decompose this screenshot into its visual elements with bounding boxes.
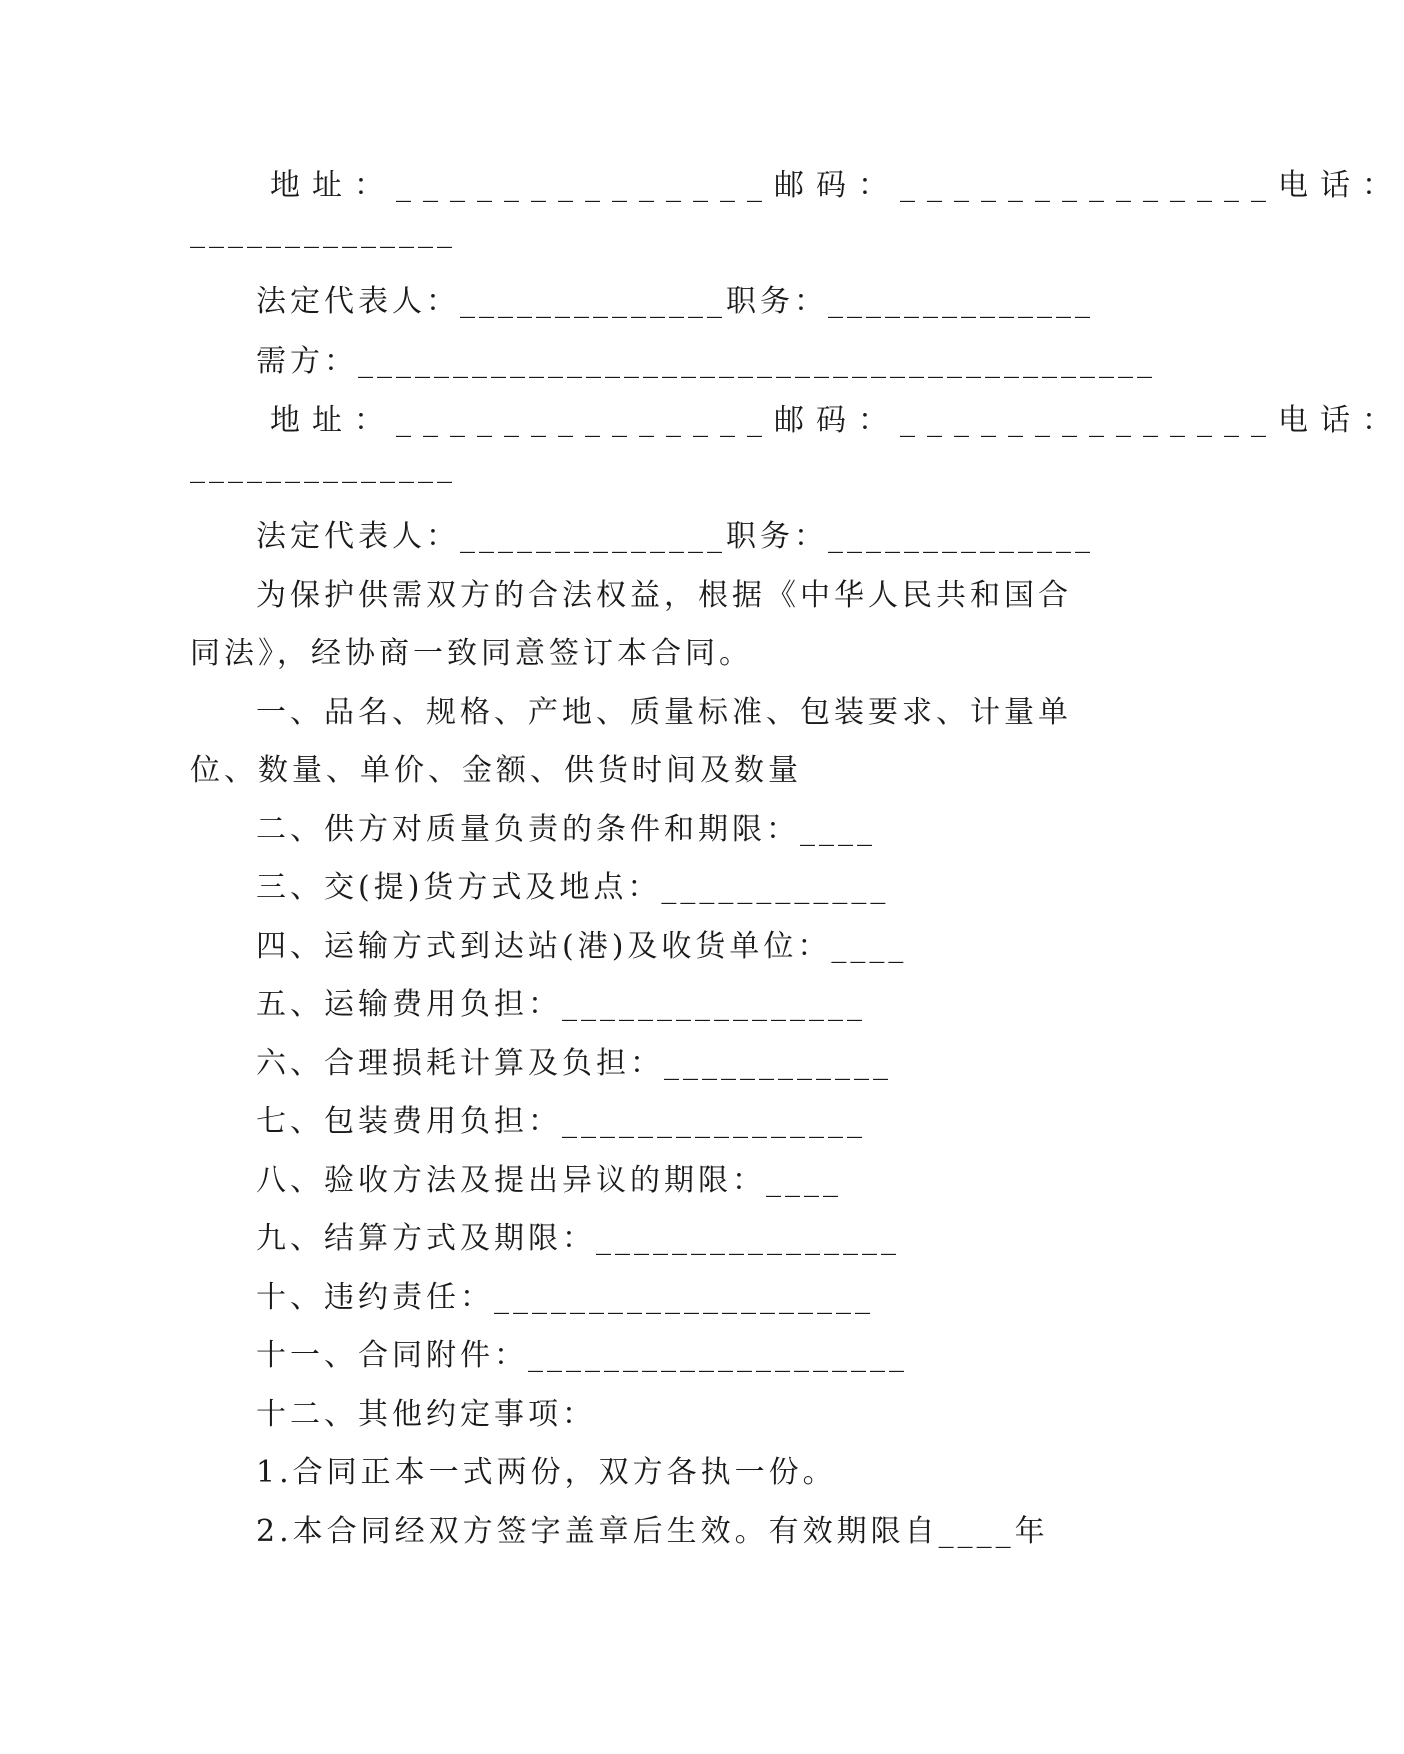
clause-4: 四、运输方式到达站(港)及收货单位：____	[256, 929, 908, 964]
clause-7: 七、包装费用负担：________________	[256, 1104, 866, 1139]
supplier-legal-rep-line: 法定代表人：______________职务：______________	[256, 284, 1094, 319]
clause-9: 九、结算方式及期限：________________	[256, 1221, 900, 1256]
clause-12-item-1: 1.合同正本一式两份，双方各执一份。	[256, 1455, 837, 1490]
clause-10: 十、违约责任：____________________	[256, 1280, 874, 1315]
clause-8: 八、验收方法及提出异议的期限：____	[256, 1163, 842, 1198]
clause-12: 十二、其他约定事项：	[256, 1397, 596, 1432]
buyer-address-line: 地址：______________邮码：______________电话：	[270, 403, 1404, 438]
supplier-address-line: 地址：______________邮码：______________电话：	[270, 168, 1404, 203]
buyer-line: 需方：__________________________________________	[256, 344, 1156, 379]
buyer-legal-rep-line: 法定代表人：______________职务：______________	[256, 519, 1094, 554]
clause-11: 十一、合同附件：____________________	[256, 1338, 908, 1373]
clause-5: 五、运输费用负担：________________	[256, 987, 866, 1022]
supplier-phone-blank: ______________	[190, 214, 456, 249]
clause-12-item-2: 2.本合同经双方签字盖章后生效。有效期限自____年	[256, 1514, 1049, 1549]
clause-6: 六、合理损耗计算及负担：____________	[256, 1046, 892, 1081]
preamble-line-1: 为保护供需双方的合法权益，根据《中华人民共和国合	[256, 578, 1072, 613]
clause-3: 三、交(提)货方式及地点：____________	[256, 870, 890, 905]
clause-1-line-2: 位、数量、单价、金额、供货时间及数量	[190, 753, 802, 788]
preamble-line-2: 同法》，经协商一致同意签订本合同。	[190, 636, 753, 671]
clause-2: 二、供方对质量负责的条件和期限：____	[256, 812, 876, 847]
buyer-phone-blank: ______________	[190, 449, 456, 484]
clause-1-line-1: 一、品名、规格、产地、质量标准、包装要求、计量单	[256, 695, 1072, 730]
